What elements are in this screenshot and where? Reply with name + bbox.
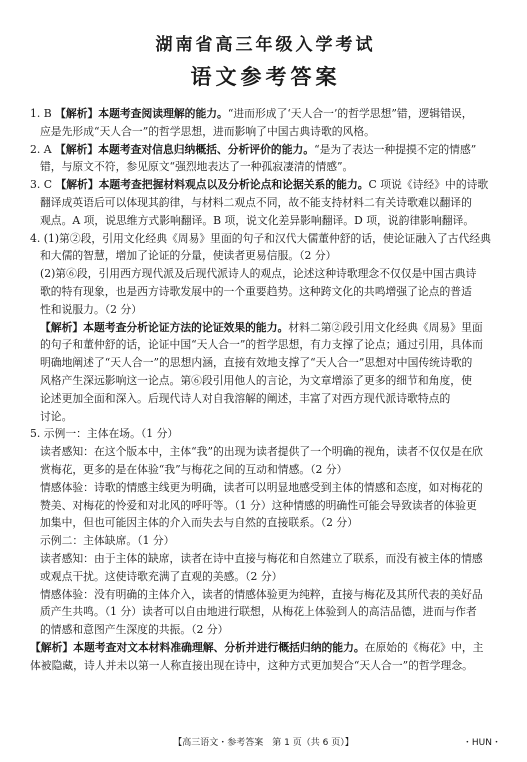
answer-4-analysis-cont5: 讨论。 — [40, 409, 73, 423]
answer-4-analysis — [30, 319, 501, 337]
answer-3-cont2: 观点。A 项，说思维方式影响翻译。B 项，说文化差异影响翻译。D 项，说韵律影响翻译。 — [40, 213, 475, 227]
answer-body — [30, 105, 501, 675]
answer-2 — [30, 141, 501, 159]
answer-5-analysis-text: 在原始的《梅花》中，主 — [364, 640, 484, 654]
answer-3-cont: 翻译成英语后可以体现其韵律，与材料二观点不同，故不能支持材料二有关诗歌难以翻译的 — [40, 195, 472, 209]
answer-2-analysis-tag: 【解析】本题考查对信息归纳概括、分析评价的能力。 — [54, 142, 315, 156]
answer-3-number: 3. C — [30, 178, 56, 192]
answer-5-emotion1: 情感体验：诗歌的情感主线更为明确，读者可以明显地感受到主体的情感和态度，如对梅花的 — [40, 480, 483, 494]
answer-5-perception1: 读者感知：在这个版本中，主体“我”的出现为读者提供了一个明确的视角，读者不仅仅是在欣 — [40, 445, 483, 459]
exam-subtitle: 语文参考答案 — [190, 64, 341, 89]
answer-4-part1: 4. (1)第②段，引用文化经典《周易》里面的句子和汉代大儒董仲舒的话，使论证融入了古代经典 — [30, 231, 491, 245]
answer-4-analysis-cont3: 风格产生深远影响这一论点。第⑥段引用他人的言论，为文章增添了更多的细节和角度，使 — [40, 373, 472, 387]
answer-1 — [30, 105, 501, 123]
answer-5-analysis — [30, 639, 501, 657]
answer-3-text: C 项说《诗经》中的诗歌 — [368, 178, 489, 192]
answer-5-emotion1-cont2: 加集中，但也可能因主体的介入而失去与自然的直接联系。（2 分） — [40, 516, 359, 530]
answer-2-number: 2. A — [30, 142, 55, 156]
answer-2-text: “是为了表达一种提摸不定的情感” — [314, 142, 477, 156]
page-footer — [0, 735, 527, 748]
page-info: 【高三语文・参考答案 第 1 页（共 6 页）】 — [173, 738, 354, 748]
answer-5-example1: 5. 示例一：主体在场。（1 分） — [30, 427, 179, 441]
answer-5-example2: 示例二：主体缺席。（1 分） — [40, 534, 175, 548]
answer-5-emotion2-cont: 质产生共鸣。（1 分）读者可以自由地进行联想，从梅花上体验到人的高洁品德，进而与作者 — [40, 605, 477, 619]
answer-5-emotion2: 情感体验：没有明确的主体介入，读者的情感体验更为纯粹，直接与梅花及其所代表的美好品 — [40, 587, 483, 601]
answer-5-perception2-cont: 或观点干扰。这使诗歌充满了直观的美感。（2 分） — [40, 569, 283, 583]
answer-5-analysis-tag: 【解析】本题考查对文本材料准确理解、分析并进行概括归纳的能力。 — [30, 640, 365, 654]
region-code: ・HUN・ — [462, 738, 501, 748]
answer-4-analysis-cont2: 明确地阐述了“天人合一”的思想内涵，直接有效地支撑了“天人合一”思想对中国传统诗歌的 — [40, 356, 473, 370]
answer-5-emotion1-cont: 赞美、对梅花的怜爱和对北风的呼吁等。（1 分）这种情感的明确性可能会导致读者的体验更 — [40, 498, 477, 512]
answer-4-part2-cont: 歌的特有现象，也是西方诗歌发展中的一个重要趋势。这种跨文化的共鸣增强了论点的普适 — [40, 284, 472, 298]
answer-4-analysis-text: 材料二第②段引用文化经典《周易》里面 — [288, 320, 483, 334]
answer-4-part1-cont: 和大儒的智慧，增加了论证的分量，使读者更易信服。（2 分） — [40, 249, 337, 263]
answer-4-analysis-cont: 的句子和董仲舒的话，论证中国“天人合一”的哲学思想，有力支撑了论点；通过引用，具体而 — [40, 338, 483, 352]
answer-3 — [30, 176, 501, 194]
answer-3-analysis-tag: 【解析】本题考查把握材料观点以及分析论点和论据关系的能力。 — [55, 178, 369, 192]
exam-title: 湖南省高三年级入学考试 — [155, 35, 376, 55]
answer-4-analysis-tag: 【解析】本题考查分析论证方法的论证效果的能力。 — [40, 320, 289, 334]
answer-1-number: 1. B — [30, 107, 56, 120]
answer-1-text: “进而形成了‘天人合一’的哲学思想”错，逻辑错误， — [227, 107, 473, 120]
answer-2-cont: 错，与原文不符，参见原文“强烈地表达了一种孤寂凄清的情感”。 — [40, 160, 354, 174]
answer-5-analysis-cont: 体被隐藏，诗人并未以第一人称直接出现在诗中，这种方式更加契合“天人合一”的哲学理念。 — [30, 658, 473, 672]
answer-1-cont: 应是先形成“天人合一”的哲学思想，进而影响了中国古典诗歌的风格。 — [40, 124, 375, 138]
answer-1-analysis-tag: 【解析】本题考查阅读理解的能力。 — [55, 107, 228, 120]
answer-4-part2-cont2: 性和说服力。（2 分） — [40, 302, 143, 316]
answer-5-perception1-cont: 赏梅花，更多的是在体验“我”与梅花之间的互动和情感。（2 分） — [40, 462, 348, 476]
answer-4-part2: (2)第⑥段，引用西方现代派及后现代派诗人的观点，论述这种诗歌理念不仅仅是中国古典诗 — [40, 267, 477, 281]
answer-5-emotion2-cont2: 的情感和意图产生深度的共振。（2 分） — [40, 623, 229, 637]
answer-5-perception2: 读者感知：由于主体的缺席，读者在诗中直接与梅花和自然建立了联系，而没有被主体的情感 — [40, 551, 483, 565]
answer-4-analysis-cont4: 论述更加全面和深入。后现代诗人对自我溶解的阐述，丰富了对西方现代派诗歌特点的 — [40, 391, 451, 405]
